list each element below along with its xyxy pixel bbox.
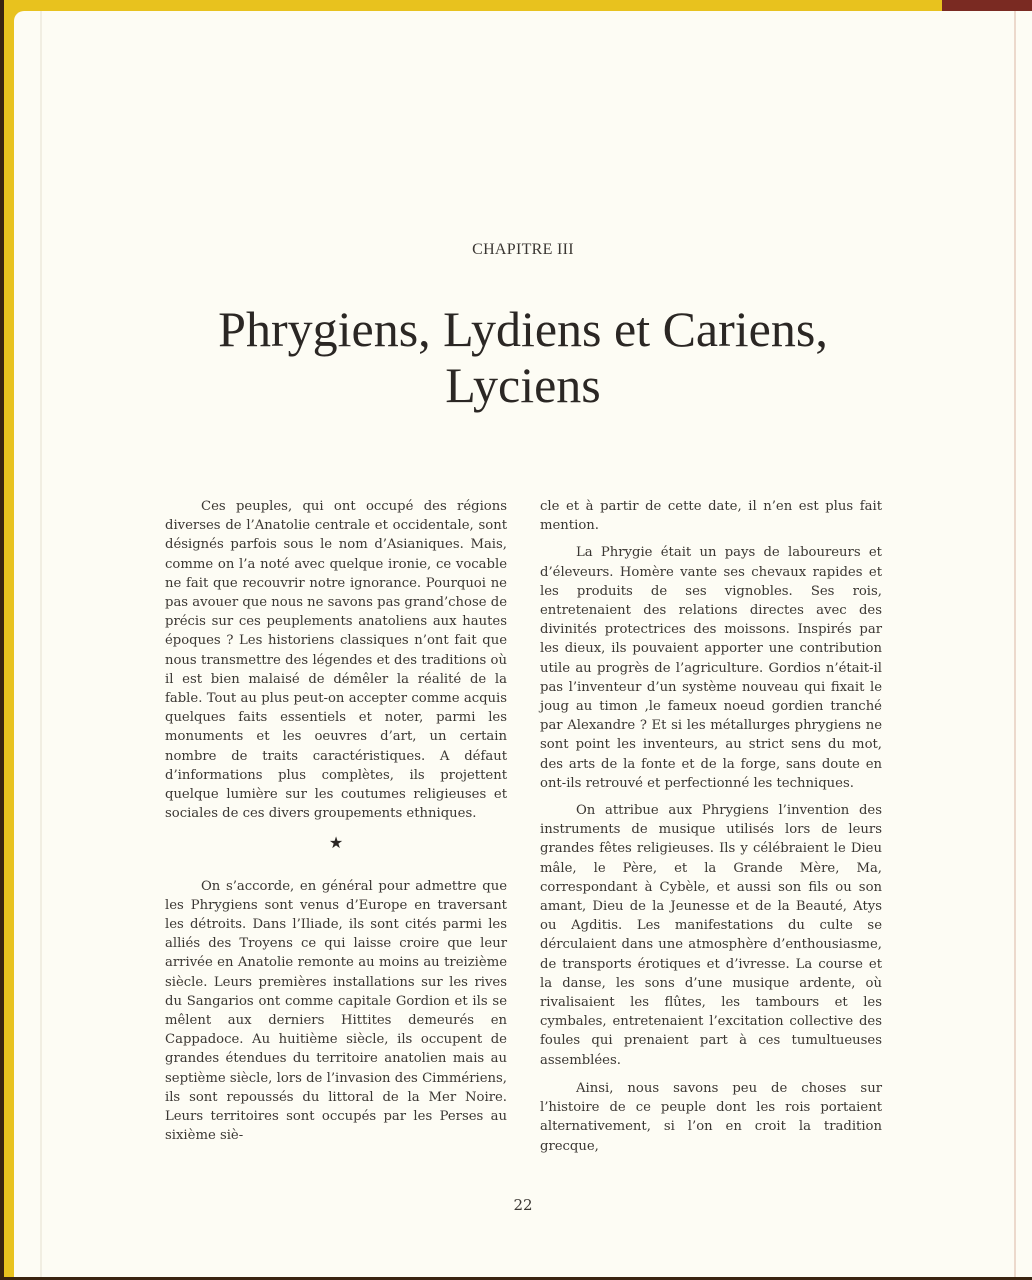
- chapter-title-line-2: Lyciens: [445, 357, 601, 413]
- chapter-title-line-1: Phrygiens, Lydiens et Cariens,: [218, 301, 828, 357]
- page-edge: [1014, 11, 1016, 1277]
- paragraph: On attribue aux Phrygiens l’invention des instruments de musique utilisés lors de leurs grandes fêtes religieuses. Ils y célébraient le Dieu mâle, le Père, et la Grande Mère, Ma, correspondant à Cybèle, et aussi son fils ou son amant, Dieu de la Jeunesse et de la Beauté, Atys ou Agditis. Les manifestations du culte se dérculaient dans une atmosphère d’enthousiasme, de transports érotiques et d’ivresse. La course et la danse, les sons d’une musique ardente, où rivalisaient les flûtes, les tambours et les cymbales, entretenaient l’excitation collective des foules qui prenaient part à ces tumultueuses assemblées.: [540, 803, 882, 1068]
- star-separator-icon: ★: [328, 833, 344, 853]
- paragraph: Ainsi, nous savons peu de choses sur l’histoire de ce peuple dont les rois portaient alternativement, si l’on en croit la tradition grecque,: [540, 1080, 882, 1154]
- paragraph: cle et à partir de cette date, il n’en est plus fait mention.: [540, 499, 882, 534]
- page-number: 22: [513, 1196, 533, 1214]
- paragraph: On s’accorde, en général pour admettre que les Phrygiens sont venus d’Europe en traversant les détroits. Dans l’Iliade, ils sont cités parmi les alliés des Troyens ce qui laisse croire que leur arrivée en Anatolie remonte au moins au treizième siècle. Leurs premières installations sur les rives du Sangarios ont comme capitale Gordion et ils se mêlent aux derniers Hittites demeurés en Cappadoce. Au huitième siècle, ils occupent de grandes étendues du territoire anatolien mais au septième siècle, lors de l’invasion des Cimmériens, ils sont repoussés du littoral de la Mer Noire. Leurs territoires sont occupés par les Perses au sixième siè-: [165, 878, 507, 1144]
- paragraph: Ces peuples, qui ont occupé des régions diverses de l’Anatolie centrale et occidentale, sont désignés parfois sous le nom d’Asianiques. Mais, comme on l’a noté avec quelque ironie, ce vocable ne fait que recouvrir notre ignorance. Pourquoi ne pas avouer que nous ne savons pas grand’chose de précis sur ces peuplements anatoliens aux hautes époques ? Les historiens classiques n’ont fait que nous transmettre des légendes et des traditions où il est bien malaisé de démêler la réalité de la fable. Tout au plus peut-on accepter comme acquis quelques faits essentiels et noter, parmi les monuments et les oeuvres d’art, un certain nombre de traits caractéristiques. A défaut d’informations plus complètes, ils projettent quelque lumière sur les coutumes religieuses et sociales de ces divers groupements ethniques.: [165, 499, 507, 822]
- right-column: [540, 497, 882, 1156]
- paragraph: La Phrygie était un pays de laboureurs et d’éleveurs. Homère vante ses chevaux rapides et les produits de ses vignobles. Ses rois, entretenaient des relations directes avec des divinités protectrices des moissons. Inspirés par les dieux, ils pouvaient apporter une contribution utile au progrès de l’agriculture. Gordios n’était-il pas l’inventeur d’un système nouveau qui fixait le joug au timon ,le fameux noeud gordien tranché par Alexandre ? Et si les métallurges phrygiens ne sont point les inventeurs, au strict sens du mot, des arts de la fonte et de la forge, sans doute en ont-ils retrouvé et perfectionné les techniques.: [540, 545, 882, 791]
- left-column: [165, 497, 507, 1146]
- background-edge-left: [0, 0, 4, 1280]
- chapter-title: [14, 301, 1032, 413]
- page-fold: [40, 11, 42, 1277]
- book-page: [14, 11, 1032, 1277]
- chapter-label: CHAPITRE III: [472, 241, 574, 258]
